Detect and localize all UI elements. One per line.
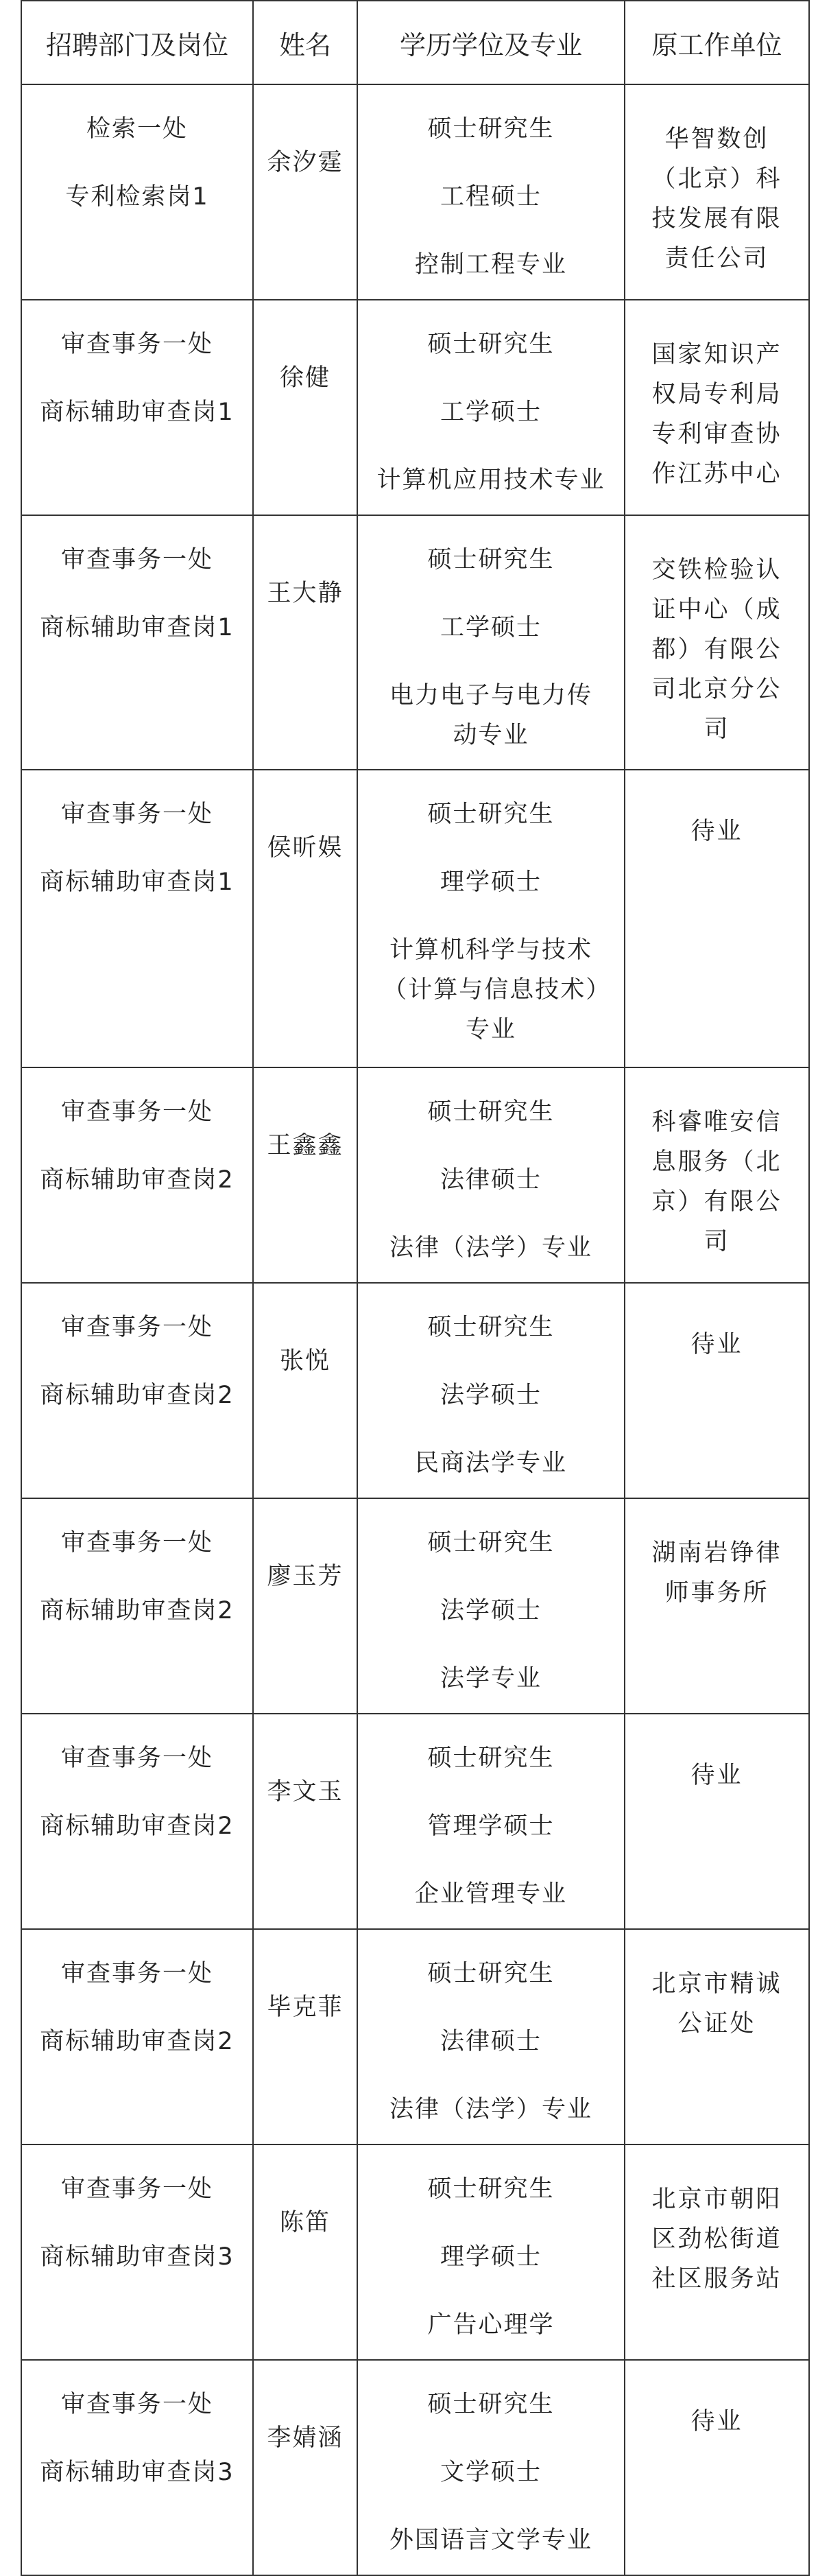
position-text: 专利检索岗1: [65, 183, 209, 211]
degree-text: 法学硕士: [440, 1382, 542, 1409]
cell-name: [253, 770, 357, 1067]
table-row: [21, 1067, 809, 1283]
position-text: 商标辅助审查岗2: [40, 1382, 235, 1409]
cell-name: [253, 1498, 357, 1714]
major-text: 法学专业: [440, 1665, 542, 1692]
position-text: 商标辅助审查岗2: [40, 1597, 235, 1624]
major-text: 广告心理学: [427, 2311, 555, 2339]
cell-name: [253, 84, 357, 300]
cell-education: [357, 300, 625, 515]
major-text: 外国语言文学专业: [389, 2527, 592, 2554]
cell-employer: [625, 1067, 809, 1283]
degree-level-text: 硕士研究生: [427, 1529, 555, 1557]
cell-post: [21, 1498, 253, 1714]
degree-text: 法律硕士: [440, 2028, 542, 2055]
department-text: 审查事务一处: [60, 1314, 213, 1341]
cell-post: [21, 84, 253, 300]
cell-education: [357, 1067, 625, 1283]
cell-employer: [625, 1714, 809, 1929]
employer-text: 华智数创（北京）科技发展有限责任公司: [651, 126, 782, 272]
cell-name: [253, 1929, 357, 2144]
employer-text: 北京市朝阳区劲松街道社区服务站: [651, 2186, 782, 2293]
department-text: 审查事务一处: [60, 2391, 213, 2418]
employer-text: 科睿唯安信息服务（北京）有限公司: [651, 1109, 782, 1255]
degree-text: 工程硕士: [440, 183, 542, 211]
cell-post: [21, 2360, 253, 2575]
department-text: 审查事务一处: [60, 1960, 213, 1987]
degree-text: 工学硕士: [440, 399, 542, 426]
degree-level-text: 硕士研究生: [427, 546, 555, 574]
cell-employer: [625, 770, 809, 1067]
cell-name: [253, 1714, 357, 1929]
employer-text: 待业: [690, 1762, 743, 1789]
department-text: 审查事务一处: [60, 801, 213, 828]
cell-education: [357, 515, 625, 770]
table-row: [21, 2360, 809, 2575]
cell-education: [357, 2360, 625, 2575]
employer-text: 待业: [690, 2408, 743, 2435]
person-name: 王鑫鑫: [267, 1132, 344, 1159]
cell-education: [357, 1929, 625, 2144]
cell-employer: [625, 2360, 809, 2575]
employer-text: 北京市精诚公证处: [651, 1970, 782, 2037]
header-name: 姓名: [253, 1, 357, 84]
degree-text: 文学硕士: [440, 2459, 542, 2486]
degree-level-text: 硕士研究生: [427, 331, 555, 358]
person-name: 陈笛: [279, 2209, 331, 2236]
cell-name: [253, 1067, 357, 1283]
person-name: 徐健: [279, 364, 331, 392]
major-text: 计算机科学与技术（计算与信息技术）专业: [383, 936, 599, 1043]
cell-education: [357, 84, 625, 300]
major-text: 控制工程专业: [414, 251, 567, 279]
table-row: [21, 1714, 809, 1929]
cell-name: [253, 2144, 357, 2360]
header-row: [21, 1, 809, 84]
cell-post: [21, 1929, 253, 2144]
cell-education: [357, 770, 625, 1067]
person-name: 廖玉芳: [267, 1563, 344, 1590]
department-text: 检索一处: [86, 115, 188, 143]
person-name: 李文玉: [267, 1778, 344, 1806]
cell-employer: [625, 1498, 809, 1714]
person-name: 余汐霆: [267, 149, 344, 176]
cell-name: [253, 1283, 357, 1498]
table-row: [21, 2144, 809, 2360]
major-text: 法律（法学）专业: [389, 2096, 592, 2123]
table-row: [21, 1283, 809, 1498]
department-text: 审查事务一处: [60, 1529, 213, 1557]
degree-level-text: 硕士研究生: [427, 2175, 555, 2203]
table-row: [21, 515, 809, 770]
hiring-table: [21, 0, 810, 2576]
degree-level-text: 硕士研究生: [427, 115, 555, 143]
major-text: 企业管理专业: [414, 1880, 567, 1908]
cell-education: [357, 1283, 625, 1498]
cell-post: [21, 770, 253, 1067]
person-name: 李婧涵: [267, 2424, 344, 2452]
cell-post: [21, 2144, 253, 2360]
degree-text: 理学硕士: [440, 868, 542, 896]
major-text: 法律（法学）专业: [389, 1234, 592, 1262]
person-name: 侯昕娱: [267, 834, 344, 862]
position-text: 商标辅助审查岗2: [40, 2028, 235, 2055]
department-text: 审查事务一处: [60, 1745, 213, 1772]
major-text: 电力电子与电力传动专业: [389, 682, 592, 749]
cell-name: [253, 2360, 357, 2575]
employer-text: 待业: [690, 1331, 743, 1358]
table-row: [21, 1929, 809, 2144]
cell-education: [357, 1714, 625, 1929]
cell-employer: [625, 515, 809, 770]
degree-text: 工学硕士: [440, 614, 542, 641]
employer-text: 湖南岩铮律师事务所: [651, 1539, 782, 1607]
cell-name: [253, 515, 357, 770]
degree-level-text: 硕士研究生: [427, 2391, 555, 2418]
cell-post: [21, 1283, 253, 1498]
cell-post: [21, 1714, 253, 1929]
employer-text: 国家知识产权局专利局专利审查协作江苏中心: [651, 341, 782, 488]
employer-text: 待业: [690, 818, 743, 845]
person-name: 王大静: [267, 580, 344, 607]
department-text: 审查事务一处: [60, 1098, 213, 1126]
cell-education: [357, 1498, 625, 1714]
degree-text: 法律硕士: [440, 1166, 542, 1194]
position-text: 商标辅助审查岗1: [40, 614, 235, 641]
degree-level-text: 硕士研究生: [427, 1314, 555, 1341]
table-row: [21, 1498, 809, 1714]
header-education: 学历学位及专业: [357, 1, 625, 84]
cell-post: [21, 300, 253, 515]
degree-level-text: 硕士研究生: [427, 1960, 555, 1987]
position-text: 商标辅助审查岗2: [40, 1812, 235, 1840]
position-text: 商标辅助审查岗1: [40, 868, 235, 896]
position-text: 商标辅助审查岗3: [40, 2459, 235, 2486]
cell-employer: [625, 2144, 809, 2360]
person-name: 毕克菲: [267, 1994, 344, 2021]
cell-employer: [625, 84, 809, 300]
position-text: 商标辅助审查岗1: [40, 399, 235, 426]
degree-text: 理学硕士: [440, 2243, 542, 2271]
table-row: [21, 300, 809, 515]
major-text: 民商法学专业: [414, 1450, 567, 1477]
table-row: [21, 84, 809, 300]
cell-employer: [625, 300, 809, 515]
cell-employer: [625, 1929, 809, 2144]
degree-level-text: 硕士研究生: [427, 1098, 555, 1126]
cell-name: [253, 300, 357, 515]
degree-text: 管理学硕士: [427, 1812, 555, 1840]
header-post: 招聘部门及岗位: [21, 1, 253, 84]
degree-level-text: 硕士研究生: [427, 801, 555, 828]
cell-education: [357, 2144, 625, 2360]
employer-text: 交铁检验认证中心（成都）有限公司北京分公司: [651, 556, 782, 743]
major-text: 计算机应用技术专业: [376, 466, 605, 494]
table-row: [21, 770, 809, 1067]
position-text: 商标辅助审查岗3: [40, 2243, 235, 2271]
degree-text: 法学硕士: [440, 1597, 542, 1624]
degree-level-text: 硕士研究生: [427, 1745, 555, 1772]
cell-post: [21, 1067, 253, 1283]
department-text: 审查事务一处: [60, 2175, 213, 2203]
department-text: 审查事务一处: [60, 331, 213, 358]
position-text: 商标辅助审查岗2: [40, 1166, 235, 1194]
cell-post: [21, 515, 253, 770]
cell-employer: [625, 1283, 809, 1498]
header-employer: 原工作单位: [625, 1, 809, 84]
person-name: 张悦: [279, 1347, 331, 1375]
department-text: 审查事务一处: [60, 546, 213, 574]
